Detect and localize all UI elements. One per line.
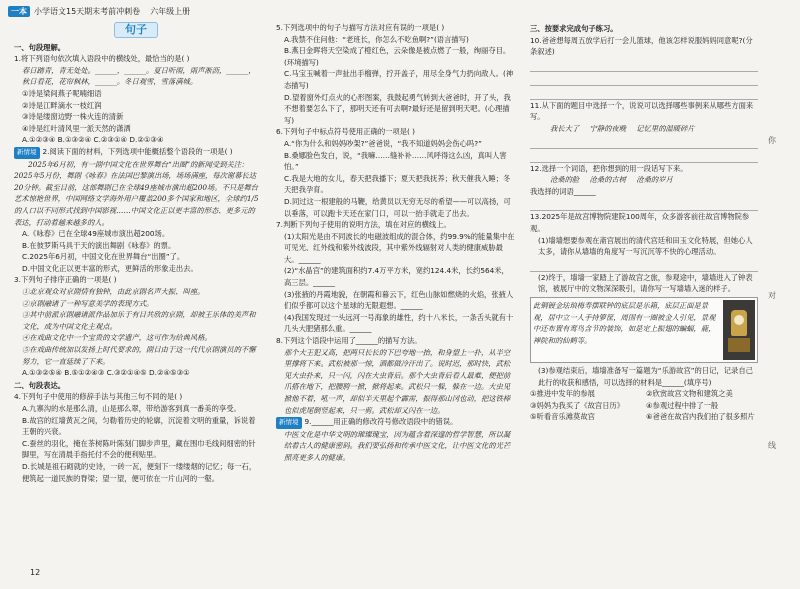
answer-line[interactable] xyxy=(530,137,758,149)
sub-question: (4)我国发现过一头远河一号海象的雄性，约十八米长，一条舌头就有十几头大肥猪那么重。______ xyxy=(284,312,514,334)
question-passage: 春日踏青，青无处处。______，______。夏日听雨，雨声淅沥，______，秋日看花，花帘枫林，______。冬日观雪，雪落满城。 xyxy=(22,65,256,87)
page-header xyxy=(8,4,190,18)
column-left xyxy=(14,22,259,484)
exhibit-text: 此铜镀金珐琅梅寿摆联钟的底层是乐箱，底层正面是景观，居中立一人手持箩筐，周围有一圈被金人引见，景观中还布置有鸾鸟含节的装饰，如是定上振翅的蝙蝠，鹿，禅院和的仙鹤等。 xyxy=(533,300,716,345)
question-8 xyxy=(276,335,516,416)
sub-question: (1)墙墙想要参观在斋宫展出的清代宫廷和田玉文化特展，但她心人太多，请你从墙墙的角度写一写沉沉等不快的心理活动。 xyxy=(538,235,753,257)
question-4 xyxy=(14,391,259,484)
answer-choices: A.①③②⑤④ B.⑤①②④③ C.③②①④⑤ D.②④⑤③① xyxy=(22,368,190,378)
question-10 xyxy=(530,35,758,100)
question-stem: 3.下列句子排序正确的一项是( ) xyxy=(14,275,117,285)
question-11 xyxy=(530,100,758,163)
topic-options: 我长大了 宁静的夜晚 记忆里的温暖碎片 xyxy=(550,123,695,133)
grade-label: 六年级上册 xyxy=(150,6,191,16)
option: A.“你为什么和妈妈吵架?”爸爸说，“我不知道妈妈会伤心吗?” xyxy=(284,138,482,148)
option: ⑤在戏曲传统加以发扬上时代要求的，剧目由于这一代代京剧演员的不懈努力，它一直延续了下来。 xyxy=(22,345,256,366)
question-stem: 11.从下面的题目中选择一个，说说可以选择哪些事例来从哪些方面来写。 xyxy=(530,100,754,122)
question-passage: 那个大王犯又高，把两只长长的下巴夸地一抬，和身望上一扑，从半空里撑将下来。武松被那一惊，酒都做冷汗出了。说时迟，那时快，武松见大虫扑来，只一闪，闪在大虫背后。那个大虫背后看人最难，便把前爪搭在地下，把腰胯一掀，掀将起来。武松只一躲，躲在一边。大虫见掀他不着，吼一声，却似半天里起个霹雳，振得那山冈也动，把这铁棒也似虎尾倒竖起来，只一剪。武松却又闪在一边。 xyxy=(284,347,511,415)
sub-question: (3)参观结束后，墙墙准备写一篇题为“乐游故宫”的日记，记录自己此行的收获和感悟，可以选择的材料是______(填序号) xyxy=(538,365,753,387)
book-title: 小学语文15天期末考前冲刺卷 xyxy=(34,6,141,16)
question-5 xyxy=(276,22,516,126)
option: ③诗是缕窗边野一株火连的清新 xyxy=(22,112,124,122)
question-stem: 新情境 9.______用正确的修改符号修改语段中的错误。 xyxy=(276,416,516,429)
answer-line[interactable] xyxy=(530,199,758,211)
question-6 xyxy=(276,126,516,219)
question-passage: 2025年6月初，有一剧中国文化在世界舞台“出圈”的新闻受到关注：2025年5月份，舞剧《咏春》在法国巴黎演出场，场场满座，每次谢幕长达20分钟。截至目前，这部舞剧已在全球49座城市演出超200场。不只是舞台艺术惊艳世界，中国网络文学海外用户覆盖200多个国家和地区，全球约1/5的人口以不同形式找到中国影视……中国文化正以更丰富的形态、更多元的表达，打动着越来越多的人。 xyxy=(14,159,259,227)
option: ②京剧融诸了一种写意美学的表现方式。 xyxy=(22,298,154,308)
material-options xyxy=(530,388,758,423)
option: D.中国文化正以更丰富的形式，更鲜活的形象走出去。 xyxy=(22,263,198,273)
question-stem: 1.将下列语句依次填入语段中的横线处，最恰当的是( ) xyxy=(14,54,190,64)
option: D.同过这一根建般的马鞭，给黄员以无穷无尽的希望——可以高扬，可以垂落，可以跑卡天还在家门口，可以一抬手就走了出去。 xyxy=(284,196,511,218)
option: B.在彼罗斯马具干天的演出舞剧《咏春》的票。 xyxy=(22,240,176,250)
page-number: 12 xyxy=(30,568,41,577)
column-right xyxy=(530,22,758,423)
answer-choices: A.①②③④ B.①③②④ C.②③①④ D.②①③④ xyxy=(22,135,164,145)
option: C.蚕丝的羽化，掩在茶树陈叶陈刻门脚步声里，藏在围巾毛线间细密的针脚里，写在清晨手指托付不会的便利贴里。 xyxy=(22,438,256,460)
question-9 xyxy=(276,416,516,463)
chosen-word-label: 我选择的词语______ xyxy=(530,186,596,196)
option: ③其中前派京剧融诸派作品加乐于有目共欣的京剧，却被王乐体的美声和文化，成为中国文化主观点。 xyxy=(22,310,256,331)
option: B.故宫的红墙黄瓦之间，匀勒着历史的轮廓，沉淀着文明的重量，诉说着王朝的兴衰。 xyxy=(22,415,256,437)
option: C.马宝玉喊着一声扯出手榴弹，拧开盖子，用尽全身气力扔向敌人。(神态描写) xyxy=(284,69,514,90)
section-heading: 一、句段理解。 xyxy=(14,42,66,52)
new-context-tag: 新情境 xyxy=(276,417,302,429)
question-7 xyxy=(276,219,516,335)
question-stem: 7.判断下列句子使用的说明方法，填在对应的横线上。 xyxy=(276,220,451,230)
page-title: 句子 xyxy=(114,22,158,38)
option: A.《咏春》已在全球49座城市演出超200场。 xyxy=(22,229,170,239)
section-heading: 二、句段表达。 xyxy=(14,380,66,390)
question-stem: 4.下列句子中使用的修辞手法与其他三句不同的是( ) xyxy=(14,392,183,402)
answer-line[interactable] xyxy=(530,88,758,100)
sub-question: (1)太阳光是由不同波长的电磁波组成的混合体，约99.9%的能量集中在可见光、红外线和紫外线波段，其中紫外线辐射对人类的健康威胁最大。______ xyxy=(284,231,515,264)
option: ④参观过程中排了一般 xyxy=(646,400,719,410)
question-stem: 新情境 2.阅读下面的材料，下列选项中能概括整个语段的一项是( ) xyxy=(14,146,259,159)
question-12 xyxy=(530,163,758,212)
option: A.九寨沟的水是那么清，山是那么翠，带给游客到真一番美的享受。 xyxy=(22,404,241,413)
exhibit-description-box xyxy=(530,297,758,363)
option: ①推进中发年的参展 xyxy=(530,389,595,399)
option: ①北京观众对京剧情有独钟，由此京剧名声大振、叫座。 xyxy=(22,287,205,297)
column-middle xyxy=(276,22,516,464)
option: ①诗是梁间燕子呢喃细语 xyxy=(22,88,102,98)
question-stem: 8.下列这个语段中运用了______的描写方法。 xyxy=(276,336,422,346)
new-context-tag: 新情境 xyxy=(14,147,40,159)
answer-line[interactable] xyxy=(530,60,758,72)
option: B.燕日金晖将天空染成了橙红色，云朵像是被点燃了一般，绚丽夺目。(环境描写) xyxy=(284,46,511,67)
question-2 xyxy=(14,146,259,275)
answer-line[interactable] xyxy=(530,260,758,272)
cut-line-text: 你 xyxy=(768,136,776,145)
option: B.桑娜脸色发白，说，“我嘛……缝补补……风呼得这么凶，真叫人害怕。” xyxy=(284,150,507,172)
question-1 xyxy=(14,53,259,146)
word-options: 沧桑的脸 沧桑的古树 沧桑的岁月 xyxy=(550,175,673,185)
answer-line[interactable] xyxy=(530,74,758,86)
option: D.长城是祖石砌就的史诗，一砖一瓦，便刻下一缕缕烟的记忆；每一石，便筑起一道民族的脊梁；望一望，便可依在一片山河的一壑。 xyxy=(22,461,257,483)
section-heading: 三、按要求完成句子练习。 xyxy=(530,24,618,33)
option: ②欣赏故宫文物和建筑之美 xyxy=(646,389,733,399)
option: ④在戏曲文化中一个宝贵的文学遗产，这可作为给典风格。 xyxy=(22,333,212,343)
option: ⑤听看音乐滩莫故宫 xyxy=(530,412,595,422)
question-3 xyxy=(14,274,259,378)
cut-line-text: 对 xyxy=(768,291,776,300)
option: D.望着窗外灯点火的心形图案，我鼓起勇气转到大爸爸时，开了头，我不想着要怎么下了，那明天还有可去啊?最好还是留到明天吧。(心理描写) xyxy=(284,92,511,125)
question-13 xyxy=(530,211,758,423)
sub-question: (3)张掖的丹霞地貌，在朝霞和暮云下，红色山脉如燃烧的火焰，张掖人们似乎都可以这个星球的无限遐想。______ xyxy=(284,289,514,311)
question-stem: 6.下列句子中标点符号使用正确的一项是( ) xyxy=(276,127,416,137)
clock-artifact-image xyxy=(723,300,755,360)
option: A.我禁不住问他：“老班长，你怎么不吃鱼啊?”(语言描写) xyxy=(284,34,469,44)
question-stem: 10.爸爸想每周五放学后打一会儿篮球，他该怎样说服妈妈同意呢?(分条叙述) xyxy=(530,35,753,57)
option: ④诗是红叶清风里一派天然的潇洒 xyxy=(22,123,131,133)
question-passage: 中医文化是中华文明的璀璨瑰宝，因为蕴含着深邃的哲学智慧，所以凝结着古人的健康密码。我们要弘扬和传承中医文化，让中医文化的光芒照亮更多人的健康。 xyxy=(284,429,511,462)
option: ③妈妈为我买了《故宫日历》 xyxy=(530,400,625,410)
option: ②诗是江畔滴水一枝红润 xyxy=(22,100,102,110)
question-stem: 13.2025年是故宫博物院建院100周年，众多游客前往故宫博物院参观。 xyxy=(530,212,750,233)
option: C.我是大地的女儿，春天把我播下；夏天把我抚养；秋天催我入睡；冬天把我孕育。 xyxy=(284,173,511,195)
publisher-logo: 一本 xyxy=(8,6,30,17)
question-stem: 5.下列选项中的句子与描写方法对应有误的一项是( ) xyxy=(276,23,445,32)
sub-question: (2)终于，墙墙一家踏上了游故宫之旅，参观途中，墙墙进入了钟表馆，被展厅中的文物深深吸引，请你写一写墙墙入迷的样子。 xyxy=(538,272,753,294)
option: C.2025年6月初，中国文化在世界舞台“出圈”了。 xyxy=(22,252,185,262)
cut-line-text: 线 xyxy=(768,441,776,450)
sub-question: (2)“水晶宫”的建筑面积约7.4万平方米，宽约124.4米，长约564米，高三层。______ xyxy=(284,266,509,288)
question-stem: 12.选择一个词语，把你想到的用一段话写下来。 xyxy=(530,163,688,173)
option: ⑥爸爸在故宫内我们拍了很多照片 xyxy=(646,412,755,422)
answer-line[interactable] xyxy=(530,151,758,163)
